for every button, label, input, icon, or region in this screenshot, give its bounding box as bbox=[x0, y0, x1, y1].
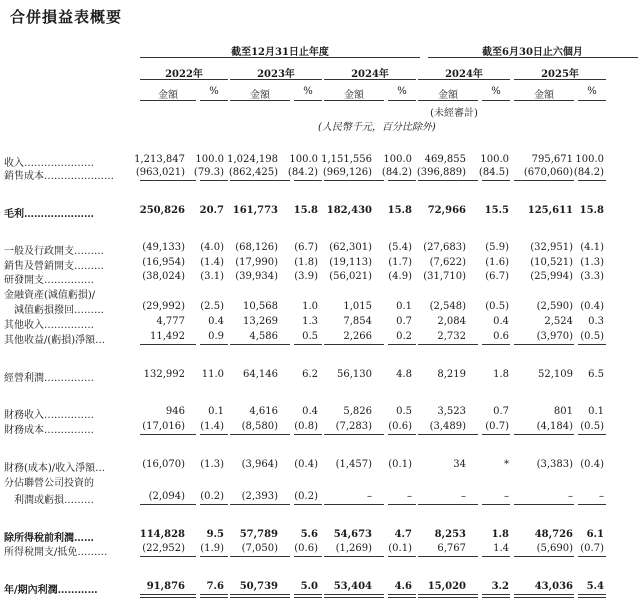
total-double-rule bbox=[514, 594, 574, 598]
percent-cell: 1.4 bbox=[493, 543, 509, 554]
amount-cell: (29,992) bbox=[142, 301, 185, 312]
percent-cell: (3.3) bbox=[580, 271, 604, 282]
amount-cell: (3,489) bbox=[429, 421, 466, 432]
percent-cell: 9.5 bbox=[206, 529, 224, 540]
percent-cell: 100.0 bbox=[289, 154, 318, 165]
percent-cell: 5.6 bbox=[300, 529, 318, 540]
subtotal-rule bbox=[230, 504, 290, 505]
subtotal-rule bbox=[578, 344, 606, 345]
percent-cell: 5.0 bbox=[300, 581, 318, 592]
amount-cell: 801 bbox=[553, 406, 573, 417]
amount-cell: (31,710) bbox=[423, 271, 466, 282]
unit-note: (人民幣千元，百分比除外) bbox=[318, 122, 436, 133]
amount-cell: (1,457) bbox=[335, 459, 372, 470]
amount-cell: 15,020 bbox=[427, 581, 466, 592]
percent-cell: 7.6 bbox=[206, 581, 224, 592]
amount-cell: 6,767 bbox=[437, 543, 466, 554]
subtotal-rule bbox=[388, 504, 416, 505]
year-header: 2022年 bbox=[165, 69, 203, 80]
percent-cell: (0.5) bbox=[485, 301, 509, 312]
row-label: 其他收入…………… bbox=[4, 320, 94, 331]
amount-cell: 4,616 bbox=[249, 406, 278, 417]
percent-cell: 15.5 bbox=[484, 205, 509, 216]
percent-cell: 6.5 bbox=[588, 369, 604, 380]
unaudited-note: (未經審計) bbox=[430, 108, 478, 119]
amount-cell: (3,964) bbox=[241, 459, 278, 470]
column-header-rule bbox=[578, 100, 606, 101]
subtotal-rule bbox=[388, 556, 416, 557]
subtotal-rule bbox=[294, 504, 322, 505]
percent-cell: (0.4) bbox=[580, 459, 604, 470]
year-header: 2025年 bbox=[541, 69, 579, 80]
amount-cell: (2,094) bbox=[148, 491, 185, 502]
percent-cell: (4.0) bbox=[200, 242, 224, 253]
amount-cell: 10,568 bbox=[243, 301, 278, 312]
year-header-rule bbox=[324, 79, 416, 80]
amount-cell: (25,994) bbox=[530, 271, 573, 282]
amount-cell: (4,184) bbox=[536, 421, 573, 432]
amount-cell: (22,952) bbox=[142, 543, 185, 554]
percent-cell: 0.1 bbox=[588, 406, 604, 417]
percent-cell: 3.2 bbox=[491, 581, 509, 592]
amount-cell: 91,876 bbox=[146, 581, 185, 592]
amount-cell: (2,590) bbox=[536, 301, 573, 312]
amount-cell: 1,015 bbox=[343, 301, 372, 312]
percent-cell: 0.5 bbox=[302, 331, 318, 342]
column-header-rule bbox=[294, 100, 322, 101]
amount-cell: 43,036 bbox=[534, 581, 573, 592]
amount-cell: 34 bbox=[453, 459, 466, 470]
percent-cell: (1.8) bbox=[294, 257, 318, 268]
row-label: 經營利潤…………… bbox=[4, 373, 94, 384]
subtotal-rule bbox=[514, 434, 574, 435]
amount-cell: 2,524 bbox=[544, 316, 573, 327]
row-label: 一般及行政開支……… bbox=[4, 246, 104, 257]
percent-cell: 6.2 bbox=[302, 369, 318, 380]
amount-cell: (1,269) bbox=[335, 543, 372, 554]
percent-column-header: % bbox=[397, 86, 407, 97]
amount-cell: (68,126) bbox=[235, 242, 278, 253]
subtotal-rule bbox=[324, 504, 384, 505]
subtotal-rule bbox=[200, 556, 228, 557]
amount-cell: 3,523 bbox=[437, 406, 466, 417]
amount-cell: – bbox=[461, 491, 466, 502]
percent-cell: 0.5 bbox=[396, 406, 412, 417]
percent-cell: (0.8) bbox=[294, 421, 318, 432]
percent-cell: 1.8 bbox=[491, 529, 509, 540]
subtotal-rule bbox=[482, 434, 510, 435]
amount-cell: (963,021) bbox=[135, 167, 185, 178]
percent-cell: (1.3) bbox=[200, 459, 224, 470]
amount-cell: (670,060) bbox=[523, 167, 573, 178]
amount-cell: 53,404 bbox=[333, 581, 372, 592]
amount-cell: – bbox=[367, 491, 372, 502]
subtotal-rule bbox=[230, 180, 290, 181]
percent-cell: 0.3 bbox=[588, 316, 604, 327]
amount-cell: 4,777 bbox=[156, 316, 185, 327]
amount-cell: (7,283) bbox=[335, 421, 372, 432]
amount-cell: 1,213,847 bbox=[134, 154, 185, 165]
percent-cell: 100.0 bbox=[480, 154, 509, 165]
percent-cell: (84.2) bbox=[287, 167, 318, 178]
subtotal-rule bbox=[230, 344, 290, 345]
row-label: 銷售及營銷開支……… bbox=[4, 261, 104, 272]
percent-column-header: % bbox=[587, 86, 597, 97]
percent-cell: (0.2) bbox=[294, 491, 318, 502]
total-double-rule bbox=[294, 594, 322, 598]
subtotal-rule bbox=[294, 434, 322, 435]
row-label: 財務(成本)/收入淨額… bbox=[4, 463, 106, 474]
subtotal-rule bbox=[514, 344, 574, 345]
amount-cell: – bbox=[568, 491, 573, 502]
amount-cell: (3,970) bbox=[536, 331, 573, 342]
total-double-rule bbox=[418, 594, 478, 598]
subtotal-rule bbox=[514, 504, 574, 505]
percent-column-header: % bbox=[303, 86, 313, 97]
percent-cell: 0.6 bbox=[493, 331, 509, 342]
percent-cell: 100.0 bbox=[383, 154, 412, 165]
column-header-rule bbox=[418, 100, 478, 101]
percent-cell: 20.7 bbox=[199, 205, 224, 216]
percent-cell: (6.7) bbox=[485, 271, 509, 282]
total-double-rule bbox=[482, 594, 510, 598]
amount-cell: 795,671 bbox=[531, 154, 573, 165]
amount-cell: 469,855 bbox=[424, 154, 466, 165]
year-header-rule bbox=[418, 79, 510, 80]
column-header-rule bbox=[140, 100, 196, 101]
percent-cell: 15.8 bbox=[579, 205, 604, 216]
percent-cell: (84.2) bbox=[381, 167, 412, 178]
amount-cell: (62,301) bbox=[329, 242, 372, 253]
percent-cell: (5.9) bbox=[485, 242, 509, 253]
subtotal-rule bbox=[140, 556, 196, 557]
percent-cell: (79.3) bbox=[193, 167, 224, 178]
percent-cell: 100.0 bbox=[575, 154, 604, 165]
subtotal-rule bbox=[578, 180, 606, 181]
total-double-rule bbox=[230, 594, 290, 598]
percent-cell: (0.7) bbox=[580, 543, 604, 554]
amount-cell: (27,683) bbox=[423, 242, 466, 253]
percent-cell: (84.2) bbox=[573, 167, 604, 178]
percent-cell: (0.4) bbox=[580, 301, 604, 312]
column-header-rule bbox=[200, 100, 228, 101]
percent-cell: 0.4 bbox=[208, 316, 224, 327]
subtotal-rule bbox=[482, 556, 510, 557]
amount-cell: 182,430 bbox=[326, 205, 372, 216]
percent-cell: 1.8 bbox=[493, 369, 509, 380]
percent-cell: (4.1) bbox=[580, 242, 604, 253]
year-header: 2024年 bbox=[351, 69, 389, 80]
percent-cell: (1.4) bbox=[200, 421, 224, 432]
subtotal-rule bbox=[140, 434, 196, 435]
percent-cell: 0.4 bbox=[302, 406, 318, 417]
percent-cell: 1.0 bbox=[302, 301, 318, 312]
amount-cell: (16,954) bbox=[142, 257, 185, 268]
row-label: 減值虧損撥回……… bbox=[4, 305, 104, 316]
amount-cell: 8,253 bbox=[434, 529, 466, 540]
subtotal-rule bbox=[514, 180, 574, 181]
percent-cell: (1.3) bbox=[580, 257, 604, 268]
percent-cell: 15.8 bbox=[293, 205, 318, 216]
percent-cell: (1.6) bbox=[485, 257, 509, 268]
amount-cell: (10,521) bbox=[530, 257, 573, 268]
row-label: 除所得稅前利潤…… bbox=[4, 533, 94, 544]
subtotal-rule bbox=[578, 434, 606, 435]
amount-cell: 52,109 bbox=[538, 369, 573, 380]
amount-cell: (16,070) bbox=[142, 459, 185, 470]
percent-cell: (0.6) bbox=[294, 543, 318, 554]
percent-cell: (3.1) bbox=[200, 271, 224, 282]
percent-cell: 4.7 bbox=[394, 529, 412, 540]
amount-cell: (38,024) bbox=[142, 271, 185, 282]
amount-cell: (17,016) bbox=[142, 421, 185, 432]
percent-cell: (0.1) bbox=[388, 543, 412, 554]
amount-cell: (969,126) bbox=[322, 167, 372, 178]
amount-cell: 56,130 bbox=[337, 369, 372, 380]
column-header-rule bbox=[324, 100, 384, 101]
subtotal-rule bbox=[418, 504, 478, 505]
subtotal-rule bbox=[324, 180, 384, 181]
percent-cell: 100.0 bbox=[195, 154, 224, 165]
total-double-rule bbox=[200, 594, 228, 598]
amount-cell: (17,990) bbox=[235, 257, 278, 268]
amount-cell: 64,146 bbox=[243, 369, 278, 380]
subtotal-rule bbox=[200, 504, 228, 505]
subtotal-rule bbox=[418, 434, 478, 435]
percent-cell: (4.9) bbox=[388, 271, 412, 282]
percent-cell: 0.1 bbox=[208, 406, 224, 417]
amount-cell: 125,611 bbox=[527, 205, 573, 216]
subtotal-rule bbox=[294, 556, 322, 557]
percent-cell: 0.7 bbox=[493, 406, 509, 417]
year-header: 2024年 bbox=[445, 69, 483, 80]
amount-cell: (7,622) bbox=[429, 257, 466, 268]
amount-cell: 2,266 bbox=[343, 331, 372, 342]
percent-cell: – bbox=[599, 491, 604, 502]
subtotal-rule bbox=[388, 434, 416, 435]
year-header-rule bbox=[140, 79, 228, 80]
row-label: 其他收益/(虧損)淨額… bbox=[4, 335, 106, 346]
subtotal-rule bbox=[200, 434, 228, 435]
row-label: 財務收入…………… bbox=[4, 410, 94, 421]
subtotal-rule bbox=[482, 504, 510, 505]
percent-cell: 4.8 bbox=[396, 369, 412, 380]
amount-cell: 7,854 bbox=[343, 316, 372, 327]
row-label: 銷售成本………………… bbox=[4, 171, 114, 182]
subtotal-rule bbox=[418, 556, 478, 557]
header-six-month-rule bbox=[428, 57, 638, 58]
amount-cell: 1,024,198 bbox=[227, 154, 278, 165]
subtotal-rule bbox=[388, 180, 416, 181]
amount-cell: (8,580) bbox=[241, 421, 278, 432]
row-label: 金融資產(減值虧損)/ bbox=[4, 290, 96, 301]
column-header-rule bbox=[482, 100, 510, 101]
amount-cell: (3,383) bbox=[536, 459, 573, 470]
subtotal-rule bbox=[200, 180, 228, 181]
subtotal-rule bbox=[294, 180, 322, 181]
amount-column-header: 金額 bbox=[250, 90, 270, 101]
row-label: 所得稅開支/抵免……… bbox=[4, 547, 108, 558]
total-double-rule bbox=[140, 594, 196, 598]
row-label: 收入………………… bbox=[4, 158, 94, 169]
amount-cell: (7,050) bbox=[241, 543, 278, 554]
subtotal-rule bbox=[324, 434, 384, 435]
percent-cell: (5.4) bbox=[388, 242, 412, 253]
percent-column-header: % bbox=[491, 86, 501, 97]
subtotal-rule bbox=[140, 344, 196, 345]
amount-cell: 54,673 bbox=[333, 529, 372, 540]
subtotal-rule bbox=[482, 180, 510, 181]
amount-cell: (5,690) bbox=[536, 543, 573, 554]
header-annual-period: 截至12月31日止年度 bbox=[231, 47, 329, 58]
subtotal-rule bbox=[482, 344, 510, 345]
percent-cell: (1.4) bbox=[200, 257, 224, 268]
amount-column-header: 金額 bbox=[534, 90, 554, 101]
percent-cell: 0.1 bbox=[396, 301, 412, 312]
total-double-rule bbox=[578, 594, 606, 598]
column-header-rule bbox=[388, 100, 416, 101]
subtotal-rule bbox=[200, 344, 228, 345]
subtotal-rule bbox=[140, 504, 196, 505]
amount-column-header: 金額 bbox=[344, 90, 364, 101]
percent-cell: (0.6) bbox=[388, 421, 412, 432]
subtotal-rule bbox=[578, 556, 606, 557]
percent-cell: 0.2 bbox=[396, 331, 412, 342]
amount-cell: 2,084 bbox=[437, 316, 466, 327]
percent-cell: 1.3 bbox=[302, 316, 318, 327]
row-label: 年/期內利潤………… bbox=[4, 585, 98, 596]
amount-cell: 161,773 bbox=[232, 205, 278, 216]
row-label: 研發開支…………… bbox=[4, 275, 94, 286]
amount-cell: 11,492 bbox=[150, 331, 185, 342]
percent-cell: (0.7) bbox=[485, 421, 509, 432]
column-header-rule bbox=[514, 100, 574, 101]
percent-cell: (0.5) bbox=[580, 331, 604, 342]
amount-column-header: 金額 bbox=[158, 90, 178, 101]
percent-cell: 0.4 bbox=[493, 316, 509, 327]
percent-cell: 4.6 bbox=[394, 581, 412, 592]
percent-cell: 5.4 bbox=[586, 581, 604, 592]
percent-cell: (3.9) bbox=[294, 271, 318, 282]
amount-cell: (2,548) bbox=[429, 301, 466, 312]
subtotal-rule bbox=[578, 504, 606, 505]
percent-cell: 0.7 bbox=[396, 316, 412, 327]
amount-cell: 57,789 bbox=[239, 529, 278, 540]
year-header-rule bbox=[514, 79, 606, 80]
percent-cell: (0.2) bbox=[200, 491, 224, 502]
amount-cell: 48,726 bbox=[534, 529, 573, 540]
percent-cell: (6.7) bbox=[294, 242, 318, 253]
percent-cell: 15.8 bbox=[387, 205, 412, 216]
row-label: 分佔聯營公司投資的 bbox=[4, 478, 94, 489]
percent-cell: 0.9 bbox=[208, 331, 224, 342]
percent-cell: 11.0 bbox=[201, 369, 224, 380]
percent-cell: * bbox=[504, 459, 509, 470]
amount-cell: (39,934) bbox=[235, 271, 278, 282]
subtotal-rule bbox=[418, 344, 478, 345]
amount-cell: (396,889) bbox=[416, 167, 466, 178]
column-header-rule bbox=[230, 100, 290, 101]
amount-cell: 5,826 bbox=[343, 406, 372, 417]
percent-cell: (2.5) bbox=[200, 301, 224, 312]
percent-cell: – bbox=[407, 491, 412, 502]
percent-cell: – bbox=[504, 491, 509, 502]
subtotal-rule bbox=[324, 556, 384, 557]
amount-cell: (19,113) bbox=[329, 257, 372, 268]
subtotal-rule bbox=[230, 434, 290, 435]
row-label: 利潤或虧損……… bbox=[4, 495, 94, 506]
total-double-rule bbox=[324, 594, 384, 598]
amount-cell: 2,732 bbox=[437, 331, 466, 342]
percent-cell: 6.1 bbox=[586, 529, 604, 540]
percent-column-header: % bbox=[209, 86, 219, 97]
amount-cell: (862,425) bbox=[228, 167, 278, 178]
percent-cell: (1.9) bbox=[200, 543, 224, 554]
amount-cell: 946 bbox=[165, 406, 185, 417]
amount-cell: 1,151,556 bbox=[321, 154, 372, 165]
amount-column-header: 金額 bbox=[438, 90, 458, 101]
header-six-month-period: 截至6月30日止六個月 bbox=[482, 47, 583, 58]
amount-cell: 72,966 bbox=[427, 205, 466, 216]
row-label: 財務成本…………… bbox=[4, 425, 94, 436]
subtotal-rule bbox=[324, 344, 384, 345]
percent-cell: (84.5) bbox=[478, 167, 509, 178]
subtotal-rule bbox=[418, 180, 478, 181]
subtotal-rule bbox=[294, 344, 322, 345]
total-double-rule bbox=[388, 594, 416, 598]
percent-cell: (1.7) bbox=[388, 257, 412, 268]
year-header-rule bbox=[230, 79, 322, 80]
amount-cell: 50,739 bbox=[239, 581, 278, 592]
percent-cell: (0.4) bbox=[294, 459, 318, 470]
page-title: 合併損益表概要 bbox=[10, 8, 123, 26]
subtotal-rule bbox=[514, 556, 574, 557]
subtotal-rule bbox=[140, 180, 196, 181]
year-header: 2023年 bbox=[257, 69, 295, 80]
percent-cell: (0.5) bbox=[580, 421, 604, 432]
percent-cell: (0.1) bbox=[388, 459, 412, 470]
amount-cell: (56,021) bbox=[329, 271, 372, 282]
amount-cell: 114,828 bbox=[139, 529, 185, 540]
amount-cell: 8,219 bbox=[437, 369, 466, 380]
subtotal-rule bbox=[230, 556, 290, 557]
amount-cell: (32,951) bbox=[530, 242, 573, 253]
subtotal-rule bbox=[388, 344, 416, 345]
amount-cell: 4,586 bbox=[249, 331, 278, 342]
amount-cell: 250,826 bbox=[139, 205, 185, 216]
amount-cell: 13,269 bbox=[243, 316, 278, 327]
header-annual-rule bbox=[140, 57, 420, 58]
row-label: 毛利………………… bbox=[4, 209, 94, 220]
amount-cell: (49,133) bbox=[142, 242, 185, 253]
amount-cell: (2,393) bbox=[241, 491, 278, 502]
amount-cell: 132,992 bbox=[143, 369, 185, 380]
